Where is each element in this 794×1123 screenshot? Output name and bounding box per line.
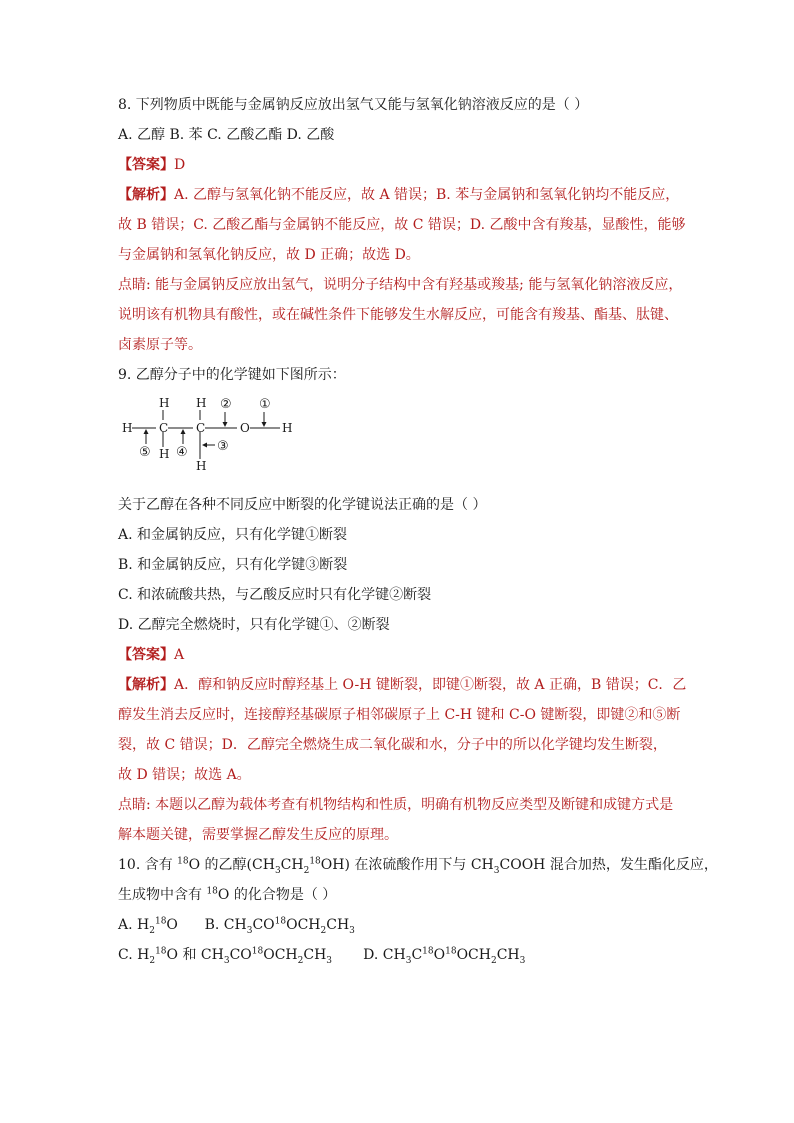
atom-h-c1-top: H [159, 396, 170, 410]
atom-h-left: H [122, 421, 133, 435]
arrowhead-2 [223, 422, 228, 427]
q9-note-line-1: 点睛: 本题以乙醇为载体考查有机物结构和性质，明确有机物反应类型及断键和成键方式是 [118, 797, 674, 813]
ethanol-bond-diagram [118, 392, 678, 482]
atom-h-oh: H [282, 421, 293, 435]
q8-note-line-1: 点睛: 能与金属钠反应放出氢气，说明分子结构中含有羟基或羧基; 能与氢氧化钠溶液反应， [118, 277, 683, 293]
atom-c1: C [159, 421, 169, 435]
ethanol-structure-svg [118, 392, 318, 482]
document-page [118, 96, 718, 966]
q9-option-d: D. 乙醇完全燃烧时，只有化学键①、②断裂 [118, 617, 390, 633]
q9-stem: 9. 乙醇分子中的化学键如下图所示： [118, 367, 346, 383]
answer-value: A [174, 647, 185, 663]
answer-value: D [174, 157, 186, 173]
arrowhead-1 [262, 422, 267, 427]
q8-answer [118, 156, 678, 174]
q9-question: 关于乙醇在各种不同反应中断裂的化学键说法正确的是（ ） [118, 497, 487, 513]
q9-note-line-2: 解本题关键，需要掌握乙醇发生反应的原理。 [118, 827, 398, 843]
bond-label-2: ② [220, 397, 232, 412]
explanation-label: 【解析】 [118, 677, 174, 693]
atom-o: O [240, 421, 250, 435]
bond-label-4: ④ [176, 445, 188, 460]
q10-option-d: D. $CH_3C^{18}O^{18}OCH_2CH_3$ [363, 946, 526, 966]
atom-h-c2-top: H [196, 396, 207, 410]
q10-stem-line-1: 10. 含有 $^{18}$O 的乙醇$(CH_3CH_2^{18}OH)$ 在浓硫酸作用下与 $CH_3COOH$ 混合加热，发生酯化反应， [118, 856, 718, 876]
q10-option-b: B. $CH_3CO^{18}OCH_2CH_3$ [204, 916, 355, 936]
arrowhead-3 [202, 443, 207, 448]
q8-stem: 8. 下列物质中既能与金属钠反应放出氢气又能与氢氧化钠溶液反应的是（ ） [118, 97, 589, 113]
q8-note-line-2: 说明该有机物具有酸性，或在碱性条件下能够发生水解反应，可能含有羧基、酯基、肽键、 [118, 307, 678, 323]
atom-h-c2-bottom: H [196, 459, 207, 473]
bond-label-3: ③ [217, 439, 229, 454]
q9-expl-line-4: 故 D 错误；故选 A。 [118, 767, 251, 783]
q8-options: A. 乙醇 B. 苯 C. 乙酸乙酯 D. 乙酸 [118, 127, 335, 143]
q9-expl-line-2: 醇发生消去反应时，连接醇羟基碳原子相邻碳原子上 C-H 键和 C-O 键断裂，即键②和⑤断 [118, 707, 681, 723]
arrowhead-5 [144, 429, 149, 434]
arrowhead-4 [181, 429, 186, 434]
q10-option-c: C. $H_2^{18}O$ 和 $CH_3CO^{18}OCH_2CH_3$ [118, 946, 333, 966]
q9-option-a: A. 和金属钠反应，只有化学键①断裂 [118, 527, 348, 543]
q9-option-b: B. 和金属钠反应，只有化学键③断裂 [118, 557, 348, 573]
q10-options-cd [118, 946, 678, 964]
expl-text: A. 乙醇与氢氧化钠不能反应，故 A 错误；B. 苯与金属钠和氢氧化钠均不能反应， [174, 187, 680, 203]
answer-label: 【答案】 [118, 647, 174, 663]
q10-options-ab [118, 916, 678, 934]
atom-c2: C [196, 421, 206, 435]
atom-h-c1-bottom: H [159, 447, 170, 461]
bond-label-5: ⑤ [139, 445, 151, 460]
q8-expl-line-3: 与金属钠和氢氧化钠反应，故 D 正确；故选 D。 [118, 247, 420, 263]
expl-text: A．醇和钠反应时醇羟基上 O-H 键断裂，即键①断裂，故 A 正确，B 错误；C．乙 [174, 677, 687, 693]
q9-expl-line-1 [118, 676, 687, 694]
q10-option-a: A. $H_2^{18}O$ [118, 916, 178, 936]
explanation-label: 【解析】 [118, 187, 174, 203]
answer-label: 【答案】 [118, 157, 174, 173]
q9-expl-line-3: 裂，故 C 错误；D．乙醇完全燃烧生成二氧化碳和水，分子中的所以化学键均发生断裂， [118, 737, 667, 753]
q8-note-line-3: 卤素原子等。 [118, 337, 202, 353]
q10-stem-line-2: 生成物中含有 $^{18}$O 的化合物是（ ） [118, 886, 337, 903]
q9-option-c: C. 和浓硫酸共热，与乙酸反应时只有化学键②断裂 [118, 587, 432, 603]
q8-expl-line-2: 故 B 错误；C. 乙酸乙酯与金属钠不能反应，故 C 错误；D. 乙酸中含有羧基，显酸性，能够 [118, 217, 686, 233]
q9-answer [118, 646, 678, 664]
q8-expl-line-1 [118, 186, 678, 204]
bond-label-1: ① [259, 397, 271, 412]
